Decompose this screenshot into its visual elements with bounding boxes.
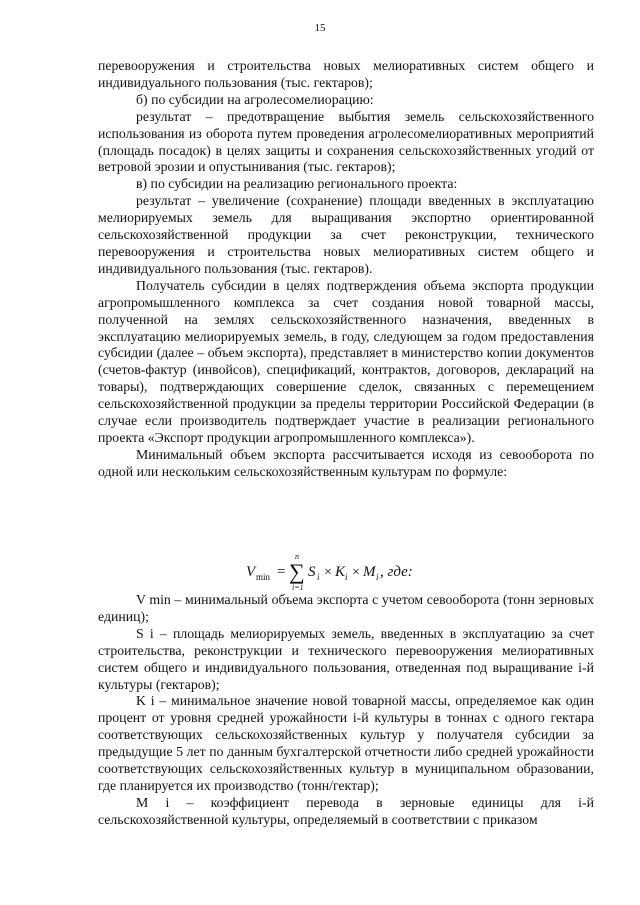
definition-s-i: S i – площадь мелиорируемых земель, введенных в эксплуатацию за счет строительства, реконструкции и технического перевооружения мелиоративных систем общего и индивидуального пользования, отведенная под выращивание i-й культуры (гектаров); [98, 625, 594, 692]
text-block-lower [98, 592, 594, 829]
definition-m-i: M i – коэффициент перевода в зерновые единицы для i-й сельскохозяйственной культуры, определяемый в соответствии с приказом [98, 794, 594, 827]
paragraph-continuation: перевооружения и строительства новых мелиоративных систем общего и индивидуального пользования (тыс. гектаров); [98, 58, 594, 90]
svg-text:×: × [324, 565, 332, 580]
svg-text:×: × [352, 565, 360, 580]
paragraph-item-v: в) по субсидии на реализацию регионального проекта: [136, 176, 458, 192]
formula-sum-lower: i=1 [292, 583, 304, 592]
export-volume-formula [232, 546, 432, 596]
formula-lhs: V [246, 564, 256, 580]
definition-k-i: K i – минимальное значение новой товарной массы, определяемое как один процент от уровня средней урожайности i-й культуры в тоннах с одного гектара соответствующих сельскохозяйственных культур у получателя субсидии за предыдущие 5 лет по данным бухгалтерской отчетности либо средней урожайности соответствующих сельскохозяйственных культур в муниципальном образовании, где планируется их производство (тонн/гектар); [98, 693, 594, 793]
formula-index-m: i [376, 572, 379, 582]
paragraph-export-confirmation: Получатель субсидии в целях подтверждения объема экспорта продукции агропромышленного комплекса за счет создания новой товарной массы, полученной на землях сельскохозяйственного назначения, введенных в эксплуатацию мелиорируемых земель, в году, следующем за годом предоставления субсидии (далее – объем экспорта), представляет в министерство копии документов (счетов-фактур (инвойсов), спецификаций, контрактов, договоров, деклараций на товары), подтверждающих совершение сделок, связанных с перемещением сельскохозяйственной продукции за пределы территории Российской Федерации (в случае если производитель подтверждает участие в реализации регионального проекта «Экспорт продукции агропромышленного комплекса»). [98, 277, 594, 445]
formula-term-k: K [335, 564, 346, 580]
formula-index-s: i [317, 572, 320, 582]
formula-suffix: , где: [380, 564, 413, 580]
page-number: 15 [314, 22, 326, 34]
formula-index-k: i [345, 572, 348, 582]
formula-term-m: M [363, 564, 376, 580]
definition-v-min: V min – минимальный объема экспорта с учетом севооборота (тонн зерновых единиц); [98, 592, 594, 624]
formula-sum-upper: n [295, 552, 299, 561]
formula-lhs-sub: min [256, 572, 271, 582]
text-block-upper [98, 58, 594, 481]
paragraph-item-b: б) по субсидии на агролесомелиорацию: [136, 91, 374, 107]
svg-text:∑: ∑ [289, 559, 305, 584]
svg-text:=: = [277, 564, 286, 580]
paragraph-result-b: результат – предотвращение выбытия земель сельскохозяйственного использования из оборота путем проведения агролесомелиоративных мероприятий (площадь посадок) в целях защиты и сохранения сельскохозяйственных угодий от ветровой эрозии и опустынивания (тыс. гектаров); [98, 108, 594, 175]
paragraph-result-v: результат – увеличение (сохранение) площади введенных в эксплуатацию мелиорируемых земель для выращивания экспортно ориентированной сельскохозяйственной продукции за счет реконструкции, технического перевооружения и строительства новых мелиоративных систем общего и индивидуального пользования (тыс. гектаров). [98, 193, 594, 276]
formula-term-s: S [308, 564, 316, 580]
paragraph-formula-intro: Минимальный объем экспорта рассчитывается исходя из севооборота по одной или нескольким сельскохозяйственным культурам по формуле: [98, 446, 594, 479]
